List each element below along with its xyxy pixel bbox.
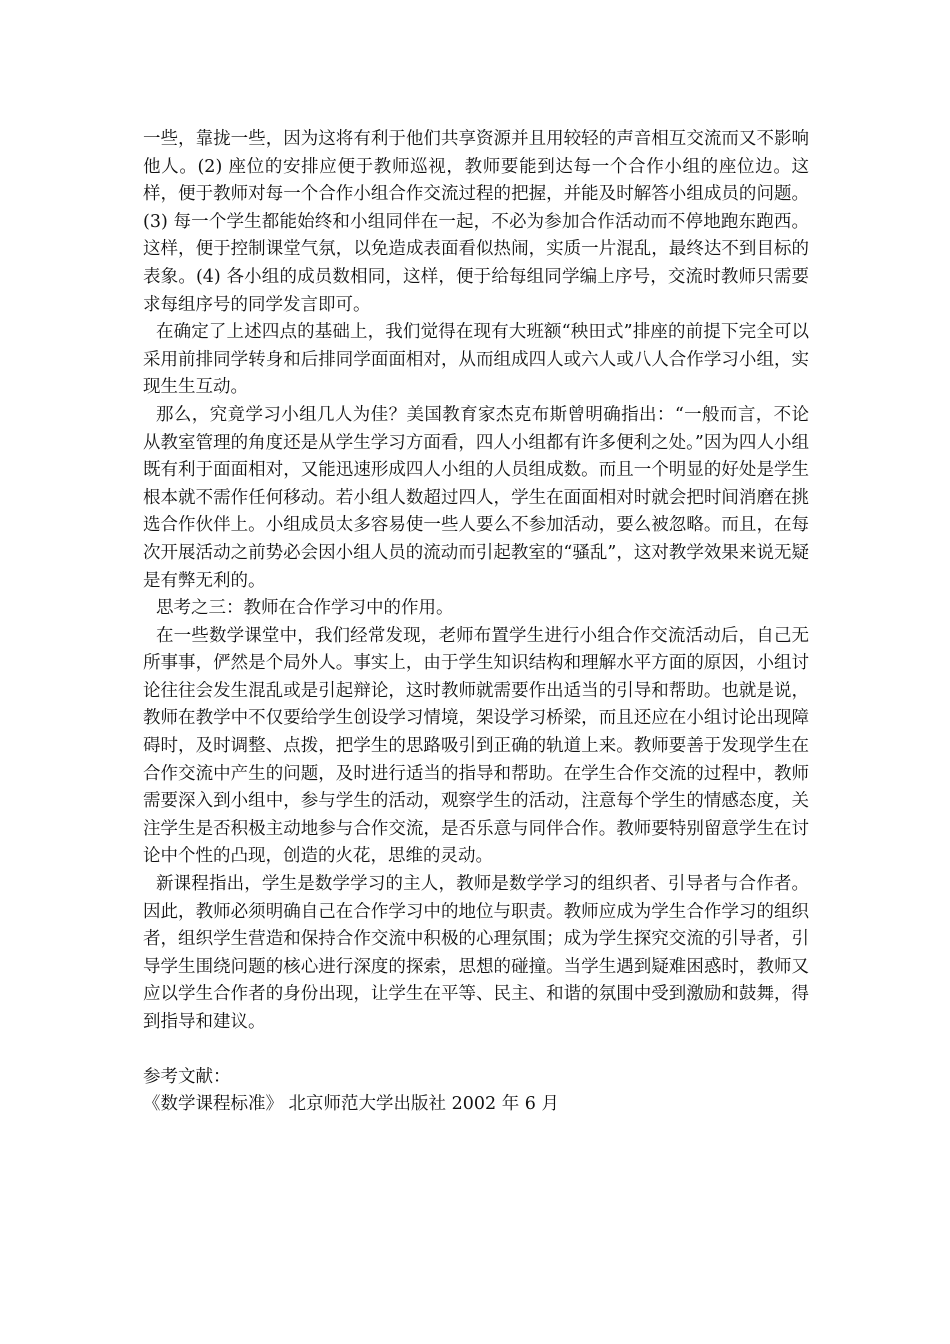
document-body [143, 126, 809, 1119]
paragraph-group-size: 那么，究竟学习小组几人为佳？美国教育家杰克布斯曾明确指出：“一般而言，不论从教室管理的角度还是从学生学习方面看，四人小组都有许多便利之处。”因为四人小组既有利于面面相对，又能迅速形成四人小组的人员组成数。而且一个明显的好处是学生根本就不需作任何移动。若小组人数超过四人，学生在面面相对时就会把时间消磨在挑选合作伙伴上。小组成员太多容易使一些人要么不参加活动，要么被忽略。而且，在每次开展活动之前势必会因小组人员的流动而引起教室的“骚乱”，这对教学效果来说无疑是有弊无利的。 [143, 404, 809, 591]
paragraph-group-formation: 在确定了上述四点的基础上，我们觉得在现有大班额“秧田式”排座的前提下完全可以采用前排同学转身和后排同学面面相对，从而组成四人或六人或八人合作学习小组，实现生生互动。 [143, 322, 809, 398]
paragraph-seating-rules: 一些，靠拢一些，因为这将有利于他们共享资源并且用较轻的声音相互交流而又不影响他人。(2) 座位的安排应便于教师巡视，教师要能到达每一个合作小组的座位边。这样，便于教师对每一个合作小组合作交流过程的把握，并能及时解答小组成员的问题。(3) 每一个学生都能始终和小组同伴在一起，不必为参加合作活动而不停地跑东跑西。这样，便于控制课堂气氛，以免造成表面看似热闹，实质一片混乱，最终达不到目标的表象。(4) 各小组的成员数相同，这样，便于给每组同学编上序号，交流时教师只需要求每组序号的同学发言即可。 [143, 129, 809, 315]
references-heading: 参考文献： [143, 1066, 231, 1087]
paragraph-teacher-guidance: 在一些数学课堂中，我们经常发现，老师布置学生进行小组合作交流活动后，自己无所事事，俨然是个局外人。事实上，由于学生知识结构和理解水平方面的原因，小组讨论往往会发生混乱或是引起辩论，这时教师就需要作出适当的引导和帮助。也就是说，教师在教学中不仅要给学生创设学习情境，架设学习桥梁，而且还应在小组讨论出现障碍时，及时调整、点拨，把学生的思路吸引到正确的轨道上来。教师要善于发现学生在合作交流中产生的问题，及时进行适当的指导和帮助。在学生合作交流的过程中，教师需要深入到小组中，参与学生的活动，观察学生的活动，注意每个学生的情感态度，关注学生是否积极主动地参与合作交流，是否乐意与同伴合作。教师要特别留意学生在讨论中个性的凸现，创造的火花，思维的灵动。 [143, 625, 809, 867]
section-heading-teacher-role: 思考之三：教师在合作学习中的作用。 [156, 598, 454, 619]
reference-item: 《数学课程标准》 北京师范大学出版社 2002 年 6 月 [143, 1094, 559, 1115]
paragraph-new-curriculum: 新课程指出，学生是数学学习的主人，教师是数学学习的组织者、引导者与合作者。因此，教师必须明确自己在合作学习中的地位与职责。教师应成为学生合作学习的组织者，组织学生营造和保持合作交流中积极的心理氛围；成为学生探究交流的引导者，引导学生围绕问题的核心进行深度的探索，思想的碰撞。当学生遇到疑难困惑时，教师又应以学生合作者的身份出现，让学生在平等、民主、和谐的氛围中受到激励和鼓舞，得到指导和建议。 [143, 874, 809, 1032]
section-spacer [143, 1037, 809, 1064]
